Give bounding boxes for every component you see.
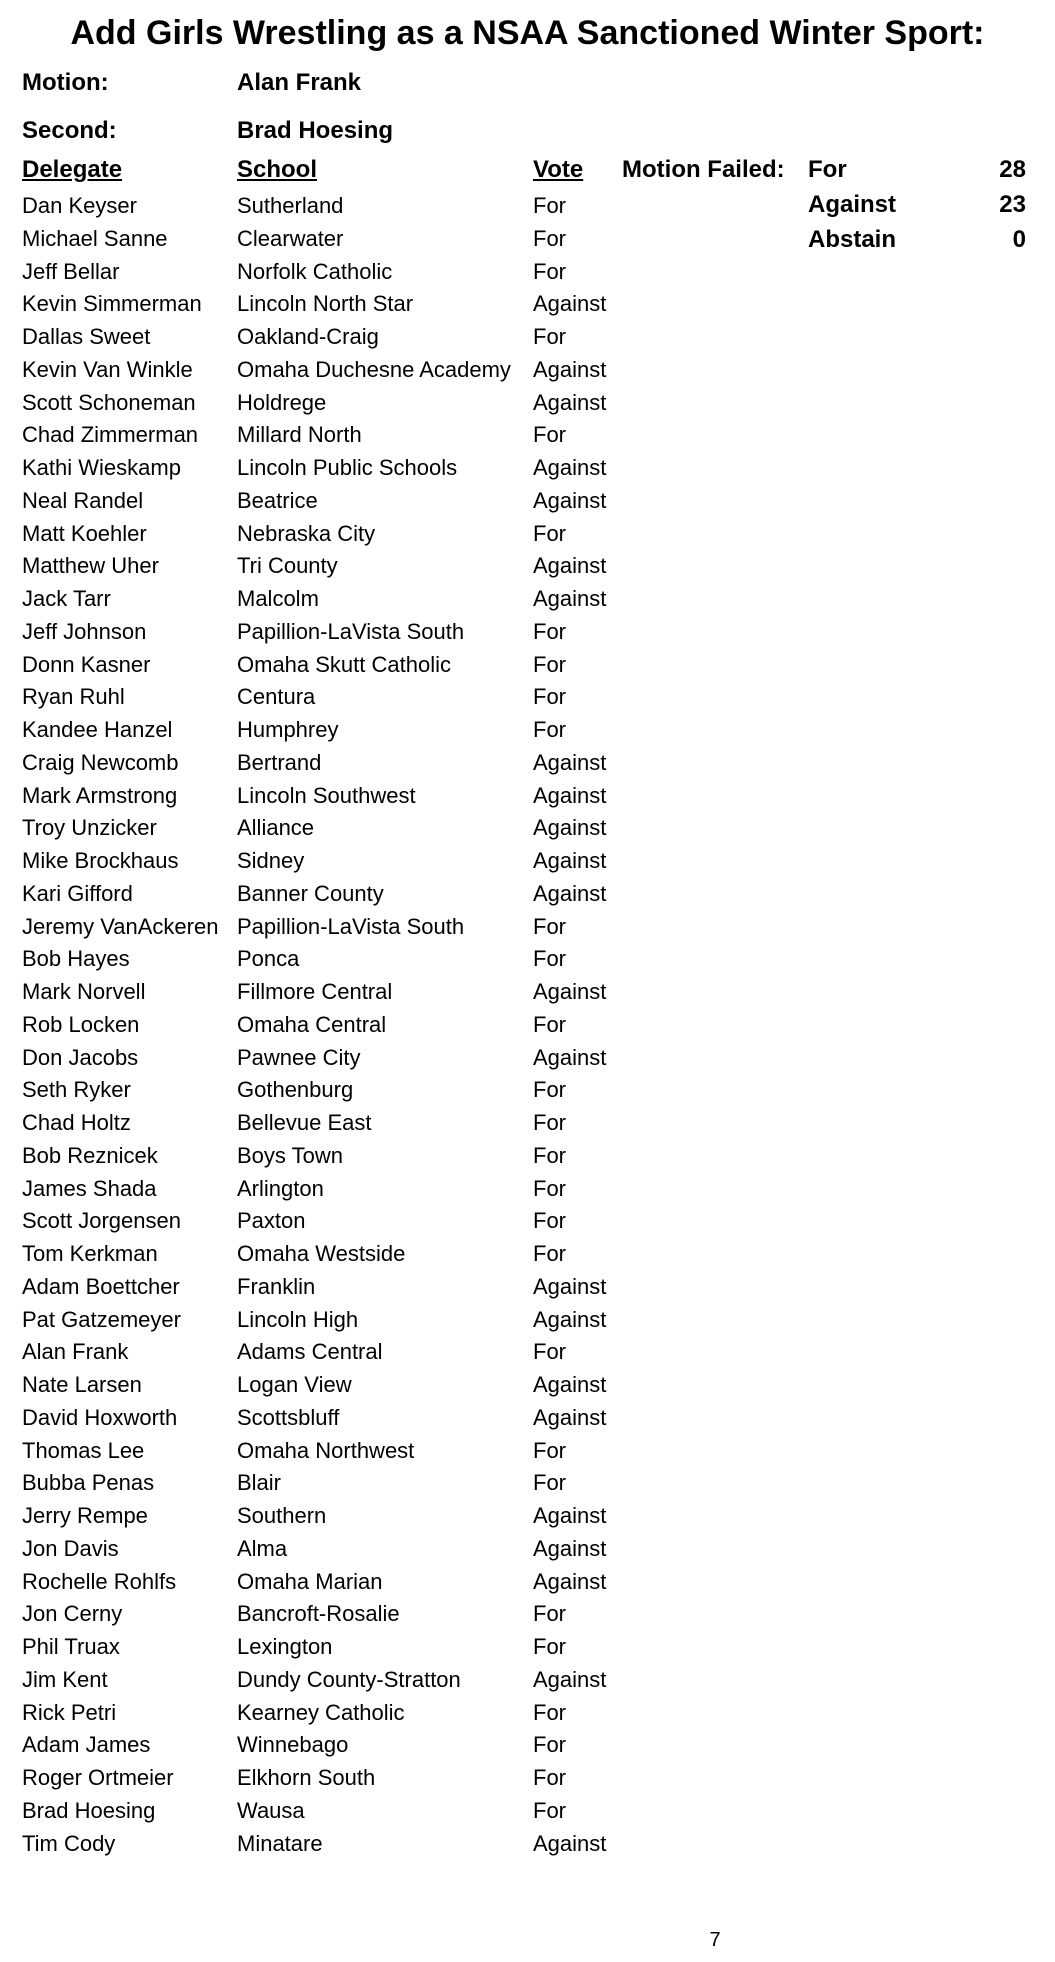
vote-value: Against: [533, 1306, 607, 1332]
table-row: [0, 518, 1055, 551]
vote-value: Against: [533, 356, 607, 382]
vote-value: Against: [533, 487, 607, 513]
school-name: Banner County: [237, 880, 384, 906]
vote-value: Against: [533, 848, 607, 873]
vote-value: For: [533, 1765, 566, 1790]
delegate-name: Thomas Lee: [22, 1437, 145, 1463]
table-row: [0, 1074, 1055, 1107]
motion-label: Motion:: [22, 69, 109, 96]
delegate-name: David Hoxworth: [22, 1404, 178, 1430]
school-name: Malcolm: [237, 586, 319, 611]
vote-value: Against: [533, 553, 607, 579]
school-name: Dundy County-Stratton: [237, 1666, 461, 1692]
delegate-name: Tim Cody: [22, 1830, 116, 1856]
tally-for-label: For: [808, 156, 847, 183]
vote-value: For: [533, 1208, 566, 1234]
school-name: Oakland-Craig: [237, 324, 379, 349]
school-name: Centura: [237, 684, 316, 710]
vote-value: For: [533, 324, 566, 349]
vote-value: Against: [533, 291, 607, 317]
vote-value: Against: [533, 1372, 607, 1397]
school-name: Humphrey: [237, 717, 339, 742]
delegate-name: Mark Armstrong: [22, 782, 178, 808]
school-name: Blair: [237, 1470, 282, 1496]
vote-value: Against: [533, 586, 607, 611]
delegate-name: Brad Hoesing: [22, 1797, 156, 1823]
page-title: Add Girls Wrestling as a NSAA Sanctioned Winter Sport:: [70, 14, 985, 52]
table-row: [0, 583, 1055, 616]
delegate-name: Jack Tarr: [22, 586, 111, 611]
vote-value: Against: [533, 749, 607, 775]
table-row: [0, 976, 1055, 1009]
motion-value: Alan Frank: [237, 69, 362, 96]
vote-value: For: [533, 520, 566, 546]
page-number: 7: [709, 1929, 721, 1951]
table-row: [0, 321, 1055, 354]
vote-value: For: [533, 1011, 566, 1037]
table-row: [0, 1402, 1055, 1435]
table-row: [0, 1566, 1055, 1599]
table-row: [0, 649, 1055, 682]
table-row: [0, 1729, 1055, 1762]
school-name: Omaha Duchesne Academy: [237, 356, 511, 382]
table-row: [0, 1238, 1055, 1271]
table-row: [0, 452, 1055, 485]
vote-value: For: [533, 1470, 566, 1496]
delegate-name: Bob Reznicek: [22, 1142, 158, 1168]
delegate-name: Craig Newcomb: [22, 749, 179, 775]
school-name: Alliance: [237, 815, 315, 841]
vote-value: For: [533, 1142, 566, 1168]
delegate-name: Jeff Bellar: [22, 258, 120, 284]
vote-value: Against: [533, 1535, 607, 1561]
school-name: Winnebago: [237, 1732, 349, 1758]
delegate-name: Don Jacobs: [22, 1044, 139, 1070]
table-row: [0, 1533, 1055, 1566]
delegate-name: Jerry Rempe: [22, 1503, 148, 1528]
vote-value: Against: [533, 979, 607, 1004]
table-row: [0, 485, 1055, 518]
school-name: Omaha Central: [237, 1011, 387, 1037]
school-name: Tri County: [237, 553, 338, 579]
table-row: [0, 1762, 1055, 1795]
table-row: [0, 1467, 1055, 1500]
delegate-name: James Shada: [22, 1175, 157, 1201]
vote-value: For: [533, 1732, 566, 1758]
vote-value: For: [533, 1339, 566, 1365]
vote-value: Against: [533, 1503, 607, 1528]
vote-value: For: [533, 1077, 566, 1103]
delegate-name: Bubba Penas: [22, 1470, 155, 1496]
vote-value: For: [533, 946, 566, 972]
school-name: Omaha Marian: [237, 1568, 383, 1594]
school-name: Lincoln Public Schools: [237, 455, 458, 480]
table-row: [0, 1795, 1055, 1828]
delegate-name: Adam Boettcher: [22, 1273, 180, 1299]
delegate-name: Kandee Hanzel: [22, 717, 173, 742]
delegate-name: Scott Schoneman: [22, 389, 196, 415]
delegate-name: Pat Gatzemeyer: [22, 1306, 181, 1332]
vote-value: For: [533, 1241, 566, 1266]
school-name: Lincoln North Star: [237, 291, 414, 317]
table-row: [0, 780, 1055, 813]
vote-value: Against: [533, 1404, 607, 1430]
table-row: [0, 1336, 1055, 1369]
delegate-name: Mike Brockhaus: [22, 848, 179, 873]
delegate-name: Matt Koehler: [22, 520, 147, 546]
school-name: Clearwater: [237, 225, 344, 251]
header-school: School: [237, 156, 318, 183]
delegate-name: Jeremy VanAckeren: [22, 913, 219, 939]
school-name: Bellevue East: [237, 1110, 372, 1135]
vote-value: For: [533, 1797, 566, 1823]
vote-value: For: [533, 1699, 566, 1725]
delegate-name: Kari Gifford: [22, 880, 133, 906]
school-name: Lexington: [237, 1634, 333, 1659]
table-row: [0, 1205, 1055, 1238]
school-name: Boys Town: [237, 1142, 343, 1168]
table-row: [0, 190, 1055, 223]
table-row: [0, 354, 1055, 387]
delegate-name: Nate Larsen: [22, 1372, 142, 1397]
delegate-name: Bob Hayes: [22, 946, 130, 972]
school-name: Beatrice: [237, 487, 318, 513]
table-row: [0, 1009, 1055, 1042]
vote-value: Against: [533, 455, 607, 480]
delegate-name: Mark Norvell: [22, 979, 146, 1004]
delegate-name: Michael Sanne: [22, 225, 168, 251]
delegate-name: Jon Cerny: [22, 1601, 123, 1627]
table-row: [0, 223, 1055, 256]
school-name: Bancroft-Rosalie: [237, 1601, 400, 1627]
delegate-name: Chad Zimmerman: [22, 422, 199, 448]
delegate-name: Dan Keyser: [22, 193, 137, 218]
tally-abstain-count: 0: [1012, 226, 1026, 253]
delegate-name: Rob Locken: [22, 1011, 140, 1037]
vote-value: Against: [533, 1568, 607, 1594]
school-name: Lincoln High: [237, 1306, 359, 1332]
vote-value: For: [533, 1634, 566, 1659]
delegate-name: Kevin Van Winkle: [22, 356, 193, 382]
school-name: Wausa: [237, 1797, 305, 1823]
table-row: [0, 747, 1055, 780]
vote-value: For: [533, 913, 566, 939]
table-row: [0, 1107, 1055, 1140]
second-value: Brad Hoesing: [237, 117, 394, 144]
table-row: [0, 1304, 1055, 1337]
school-name: Millard North: [237, 422, 362, 448]
school-name: Ponca: [237, 946, 300, 972]
delegate-name: Ryan Ruhl: [22, 684, 125, 710]
delegate-name: Scott Jorgensen: [22, 1208, 181, 1234]
school-name: Elkhorn South: [237, 1765, 376, 1790]
table-row: [0, 714, 1055, 747]
vote-value: For: [533, 1110, 566, 1135]
school-name: Papillion-LaVista South: [237, 618, 465, 644]
table-row: [0, 1140, 1055, 1173]
school-name: Minatare: [237, 1830, 323, 1856]
delegate-name: Alan Frank: [22, 1339, 129, 1365]
school-name: Lincoln Southwest: [237, 782, 416, 808]
school-name: Omaha Skutt Catholic: [237, 651, 451, 677]
school-name: Sidney: [237, 848, 305, 873]
table-row: [0, 1500, 1055, 1533]
school-name: Sutherland: [237, 193, 344, 218]
delegate-name: Chad Holtz: [22, 1110, 131, 1135]
table-row: [0, 616, 1055, 649]
motion-result-label: Motion Failed:: [622, 156, 785, 183]
vote-value: For: [533, 193, 566, 218]
vote-value: Against: [533, 880, 607, 906]
delegate-name: Kevin Simmerman: [22, 291, 202, 317]
school-name: Scottsbluff: [237, 1404, 340, 1430]
delegate-name: Tom Kerkman: [22, 1241, 158, 1266]
vote-value: Against: [533, 389, 607, 415]
vote-value: For: [533, 1437, 566, 1463]
table-row: [0, 1042, 1055, 1075]
table-row: [0, 911, 1055, 944]
header-vote: Vote: [533, 156, 584, 183]
school-name: Nebraska City: [237, 520, 376, 546]
school-name: Norfolk Catholic: [237, 258, 393, 284]
table-row: [0, 1631, 1055, 1664]
vote-value: For: [533, 684, 566, 710]
school-name: Fillmore Central: [237, 979, 393, 1004]
vote-value: Against: [533, 1273, 607, 1299]
delegate-name: Neal Randel: [22, 487, 144, 513]
table-row: [0, 1828, 1055, 1861]
table-row: [0, 943, 1055, 976]
delegate-name: Dallas Sweet: [22, 324, 151, 349]
table-row: [0, 1598, 1055, 1631]
delegate-name: Seth Ryker: [22, 1077, 131, 1103]
vote-value: For: [533, 225, 566, 251]
vote-value: For: [533, 717, 566, 742]
delegate-name: Kathi Wieskamp: [22, 455, 181, 480]
table-row: [0, 1697, 1055, 1730]
table-row: [0, 681, 1055, 714]
vote-value: Against: [533, 815, 607, 841]
delegate-name: Matthew Uher: [22, 553, 159, 579]
table-row: [0, 288, 1055, 321]
delegate-name: Adam James: [22, 1732, 151, 1758]
delegate-name: Jeff Johnson: [22, 618, 147, 644]
school-name: Franklin: [237, 1273, 316, 1299]
table-row: [0, 1664, 1055, 1697]
school-name: Holdrege: [237, 389, 327, 415]
school-name: Gothenburg: [237, 1077, 354, 1103]
school-name: Kearney Catholic: [237, 1699, 405, 1725]
vote-value: Against: [533, 1044, 607, 1070]
school-name: Omaha Westside: [237, 1241, 406, 1266]
delegate-name: Jim Kent: [22, 1666, 108, 1692]
school-name: Paxton: [237, 1208, 306, 1234]
school-name: Southern: [237, 1503, 327, 1528]
vote-value: For: [533, 258, 566, 284]
delegate-name: Rochelle Rohlfs: [22, 1568, 177, 1594]
school-name: Arlington: [237, 1175, 324, 1201]
vote-value: For: [533, 618, 566, 644]
table-row: [0, 256, 1055, 289]
school-name: Pawnee City: [237, 1044, 361, 1070]
table-row: [0, 1173, 1055, 1206]
tally-against-label: Against: [808, 191, 897, 218]
vote-value: For: [533, 422, 566, 448]
delegate-name: Rick Petri: [22, 1699, 117, 1725]
table-row: [0, 812, 1055, 845]
vote-table: [0, 190, 1055, 1860]
delegate-name: Roger Ortmeier: [22, 1765, 174, 1790]
table-row: [0, 845, 1055, 878]
school-name: Papillion-LaVista South: [237, 913, 465, 939]
table-row: [0, 550, 1055, 583]
vote-value: Against: [533, 782, 607, 808]
tally-abstain-label: Abstain: [808, 226, 897, 253]
vote-value: For: [533, 1601, 566, 1627]
school-name: Alma: [237, 1535, 288, 1561]
school-name: Adams Central: [237, 1339, 383, 1365]
vote-value: For: [533, 1175, 566, 1201]
delegate-name: Troy Unzicker: [22, 815, 157, 841]
school-name: Omaha Northwest: [237, 1437, 415, 1463]
delegate-name: Phil Truax: [22, 1634, 120, 1659]
header-delegate: Delegate: [22, 156, 123, 183]
vote-value: Against: [533, 1666, 607, 1692]
table-row: [0, 878, 1055, 911]
delegate-name: Jon Davis: [22, 1535, 119, 1561]
school-name: Bertrand: [237, 749, 322, 775]
vote-value: For: [533, 651, 566, 677]
table-row: [0, 419, 1055, 452]
delegate-name: Donn Kasner: [22, 651, 151, 677]
table-row: [0, 1435, 1055, 1468]
school-name: Logan View: [237, 1372, 352, 1397]
vote-value: Against: [533, 1830, 607, 1856]
tally-for-count: 28: [999, 156, 1026, 183]
table-row: [0, 1271, 1055, 1304]
second-label: Second:: [22, 117, 117, 144]
table-row: [0, 387, 1055, 420]
tally-against-count: 23: [999, 191, 1026, 218]
table-row: [0, 1369, 1055, 1402]
